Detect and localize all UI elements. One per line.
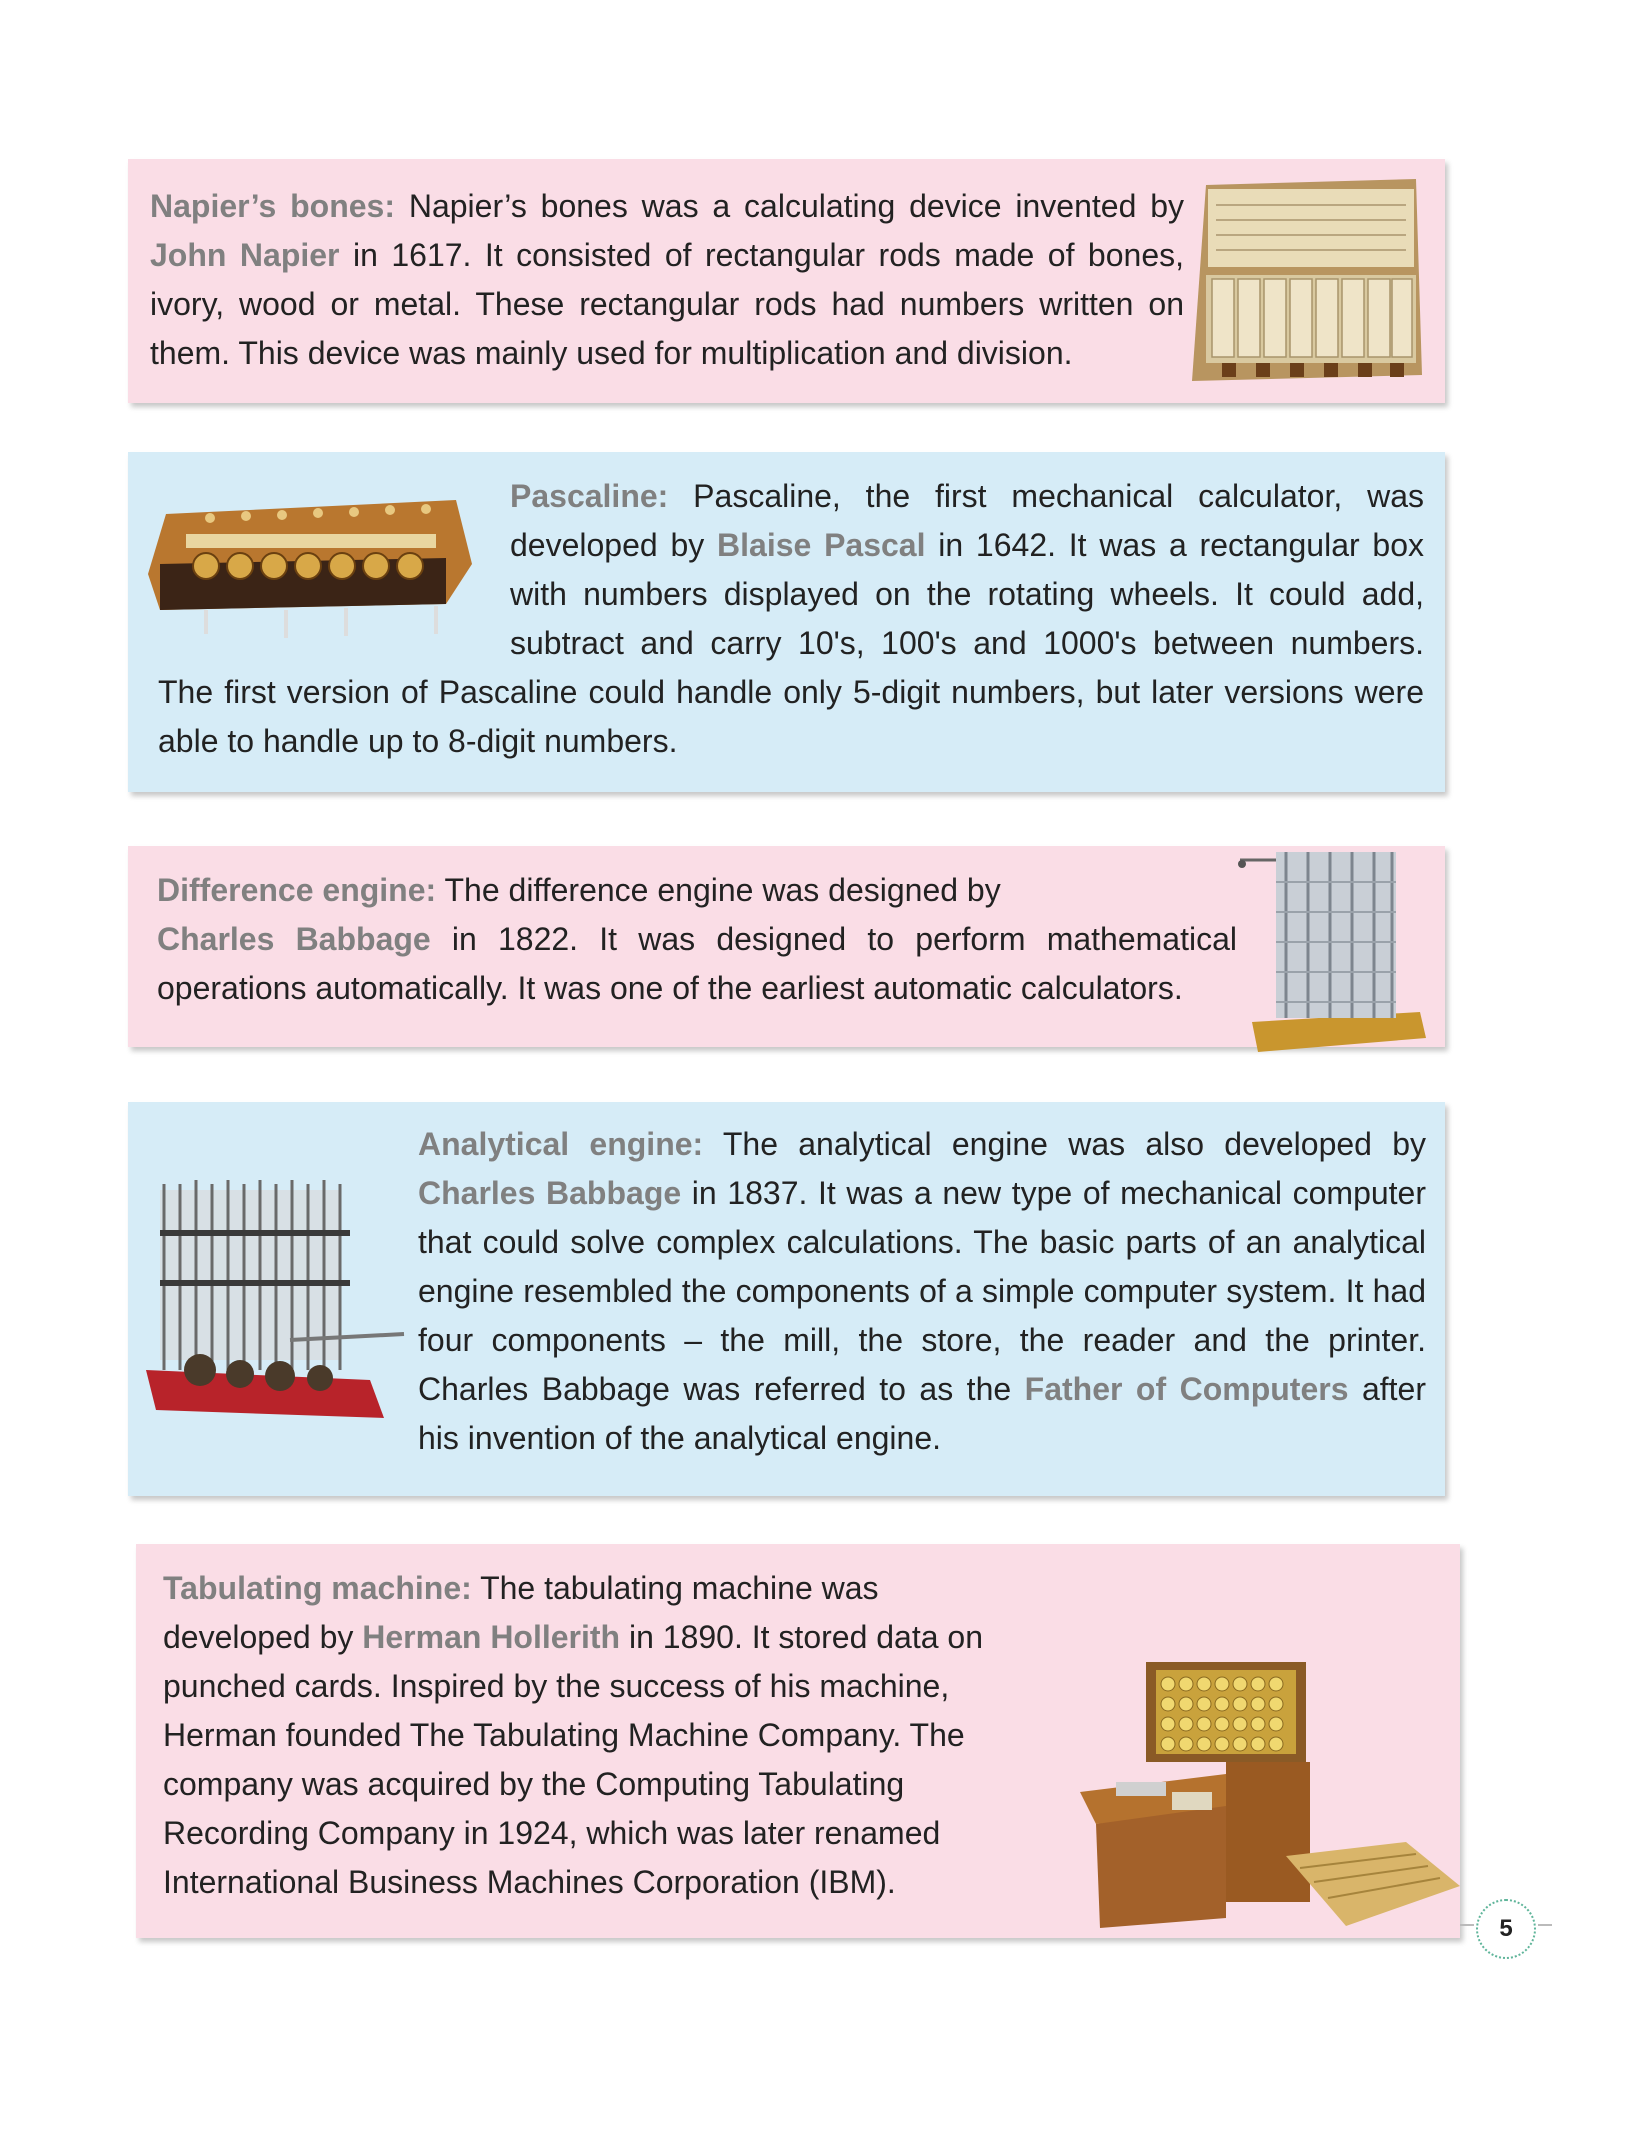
father-of-computers: Father of Computers [1024, 1371, 1349, 1407]
blaise-pascal-name: Blaise Pascal [717, 527, 926, 563]
napiers-bones-body-1: Napier’s bones was a calculating device invented by [395, 188, 1185, 224]
napiers-bones-body-2: in 1617. It consisted of rectangular rods made of bones, ivory, wood or metal. These rectangular rods had numbers written on them. This device was mainly used for multiplication and division. [150, 237, 1185, 371]
charles-babbage-name-2: Charles Babbage [418, 1175, 682, 1211]
napiers-bones-photo [1186, 175, 1426, 387]
analytical-engine-photo [140, 1170, 410, 1430]
analytical-engine-box [128, 1102, 1445, 1496]
analytical-engine-body-2: in 1837. It was a new type of mechanical computer that could solve complex calculations. The basic parts of an analytical engine resembled the components of a simple computer system. It had four components – the mill, the store, the reader and the printer. Charles Babbage was referred to as the [418, 1175, 1426, 1407]
napiers-bones-box [128, 159, 1445, 403]
analytical-engine-body-1: The analytical engine was also developed by [703, 1126, 1427, 1162]
pascaline-title: Pascaline: [510, 478, 669, 514]
pascaline-body-2: in 1642. It was a rectangular box with numbers displayed on the rotating wheels. It could add, subtract and carry 10's, 100's and 1000's between numbers. The first version of Pascaline could handle only 5-digit numbers, but later versions were able to handle up to 8-digit numbers. [158, 527, 1424, 759]
page-number-tick-left [1460, 1924, 1474, 1926]
pascaline-text [158, 472, 1424, 766]
napiers-bones-title: Napier’s bones: [150, 188, 396, 224]
difference-engine-body-1: The difference engine was designed by [436, 872, 1001, 908]
pascaline-body-1: Pascaline, the first mechanical calculator, was developed by [510, 478, 1424, 563]
tabulating-machine-body-1: The tabulating machine was developed by [163, 1570, 879, 1655]
tabulating-machine-title: Tabulating machine: [163, 1570, 472, 1606]
difference-engine-body-2: in 1822. It was designed to perform mathematical operations automatically. It was one of the earliest automatic calculators. [157, 921, 1238, 1006]
tabulating-machine-photo [1076, 1656, 1460, 1938]
herman-hollerith-name: Herman Hollerith [362, 1619, 621, 1655]
tabulating-machine-body-2: in 1890. It stored data on punched cards. Inspired by the success of his machine, Herman founded The Tabulating Machine Company. The company was acquired by the Computing Tabulating Recording Company in 1924, which was later renamed International Business Machines Corporation (IBM). [163, 1619, 984, 1900]
page-number-tick-right [1538, 1924, 1552, 1926]
analytical-engine-title: Analytical engine: [418, 1126, 704, 1162]
charles-babbage-name: Charles Babbage [157, 921, 431, 957]
pascaline-photo-space [158, 472, 510, 668]
john-napier-name: John Napier [150, 237, 340, 273]
difference-engine-photo [1236, 842, 1436, 1054]
difference-engine-text [157, 866, 1237, 1013]
analytical-engine-body-3: after his invention of the analytical engine. [418, 1371, 1427, 1456]
page-number: 5 [1476, 1899, 1536, 1959]
difference-engine-title: Difference engine: [157, 872, 437, 908]
pascaline-box [128, 452, 1445, 792]
napiers-bones-text [150, 182, 1184, 378]
difference-engine-box [128, 846, 1445, 1047]
tabulating-machine-box [136, 1544, 1460, 1938]
analytical-engine-text [418, 1120, 1426, 1463]
